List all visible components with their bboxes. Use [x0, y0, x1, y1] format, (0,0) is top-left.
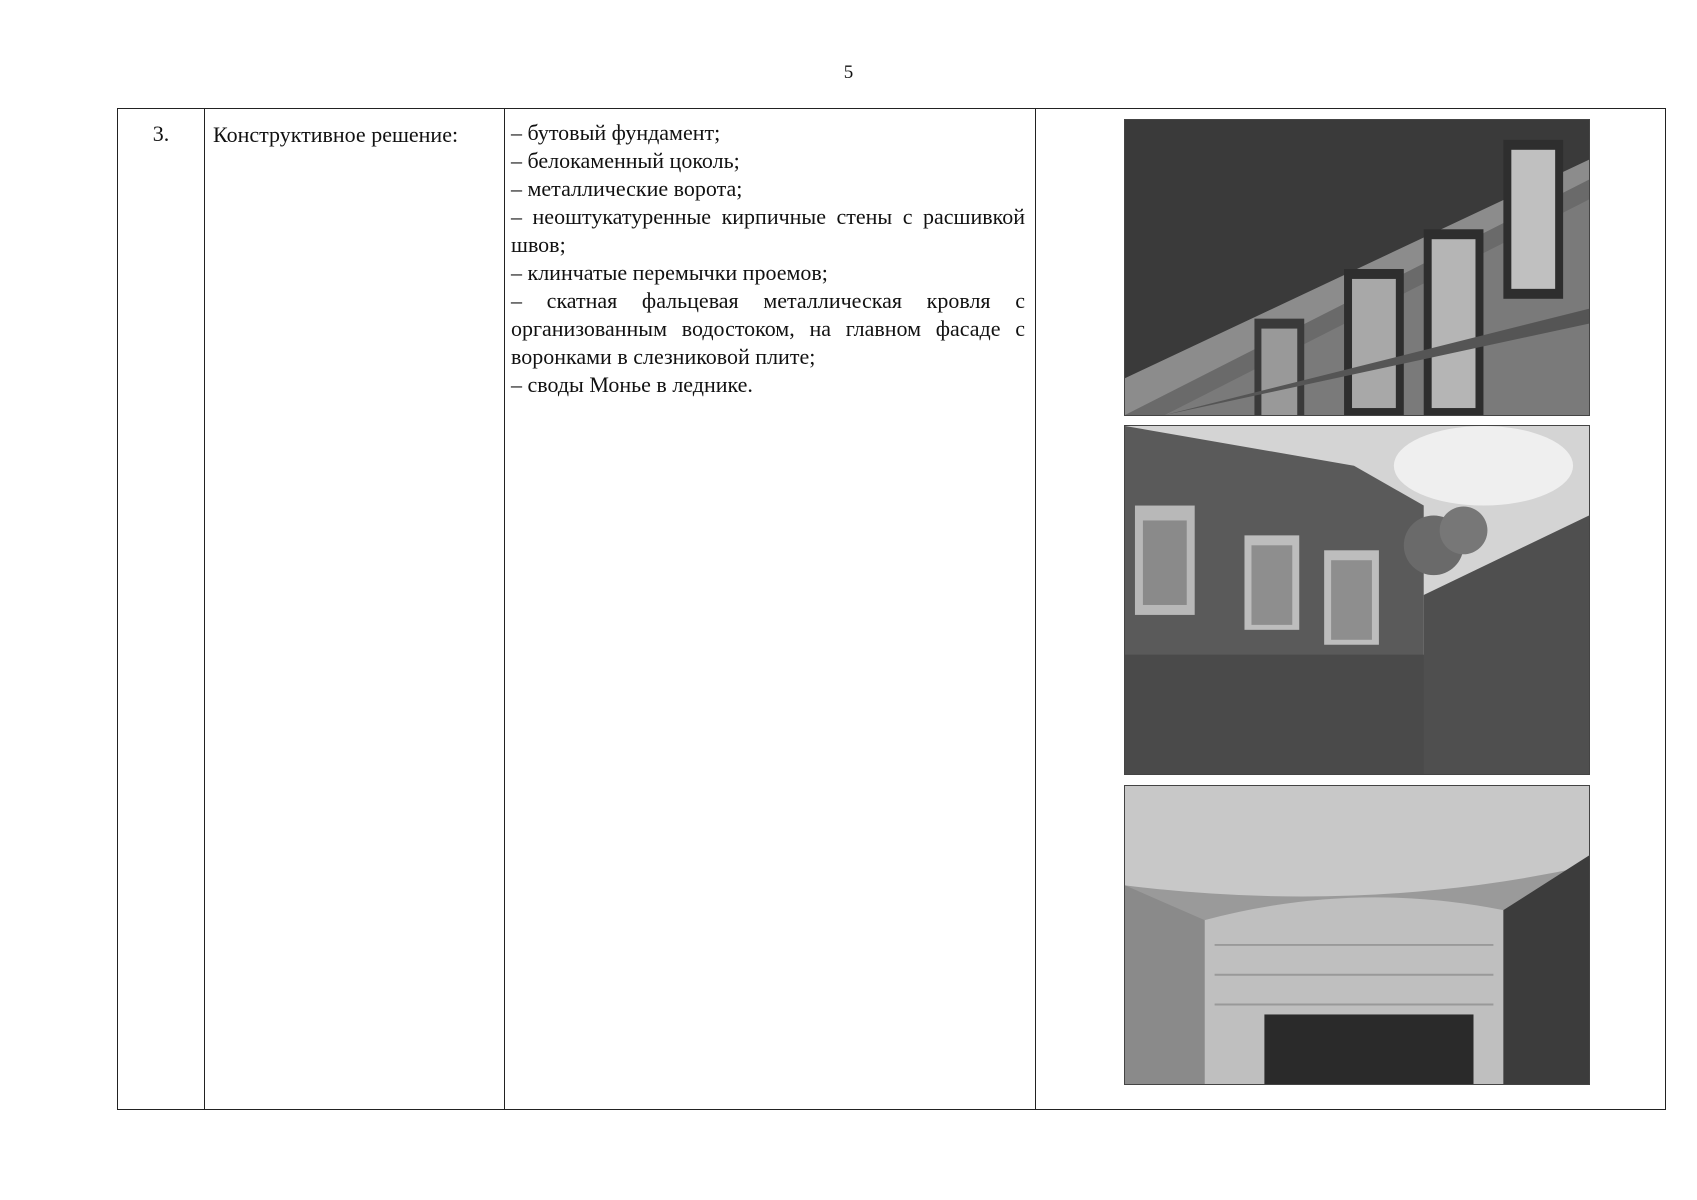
row-description-cell: [505, 109, 1036, 1109]
list-item: – клинчатые перемычки проемов;: [511, 260, 828, 285]
list-item: – неоштукатуренные кирпичные стены с расшивкой швов;: [511, 204, 1025, 257]
page-number: 5: [843, 62, 854, 83]
row-label: Конструктивное решение:: [213, 122, 459, 147]
photo-vaulted-cellar: [1124, 785, 1590, 1085]
list-item: – бутовый фундамент;: [511, 120, 721, 145]
row-number: 3.: [152, 121, 170, 146]
list-item: – белокаменный цоколь;: [511, 148, 740, 173]
photo-cell: [1036, 109, 1665, 1109]
photo-courtyard: [1124, 425, 1590, 775]
row-number-cell: [118, 109, 205, 1109]
list-item: – своды Монье в леднике.: [511, 372, 753, 397]
photo-facade-windows: [1124, 119, 1590, 416]
list-item: – металлические ворота;: [511, 176, 743, 201]
list-item: – скатная фальцевая металлическая кровля с организованным водостоком, на главном фасаде с воронками в слезниковой плите;: [511, 288, 1025, 369]
row-label-cell: [205, 109, 505, 1109]
document-table: [117, 108, 1666, 1110]
construction-list: [511, 119, 1025, 399]
